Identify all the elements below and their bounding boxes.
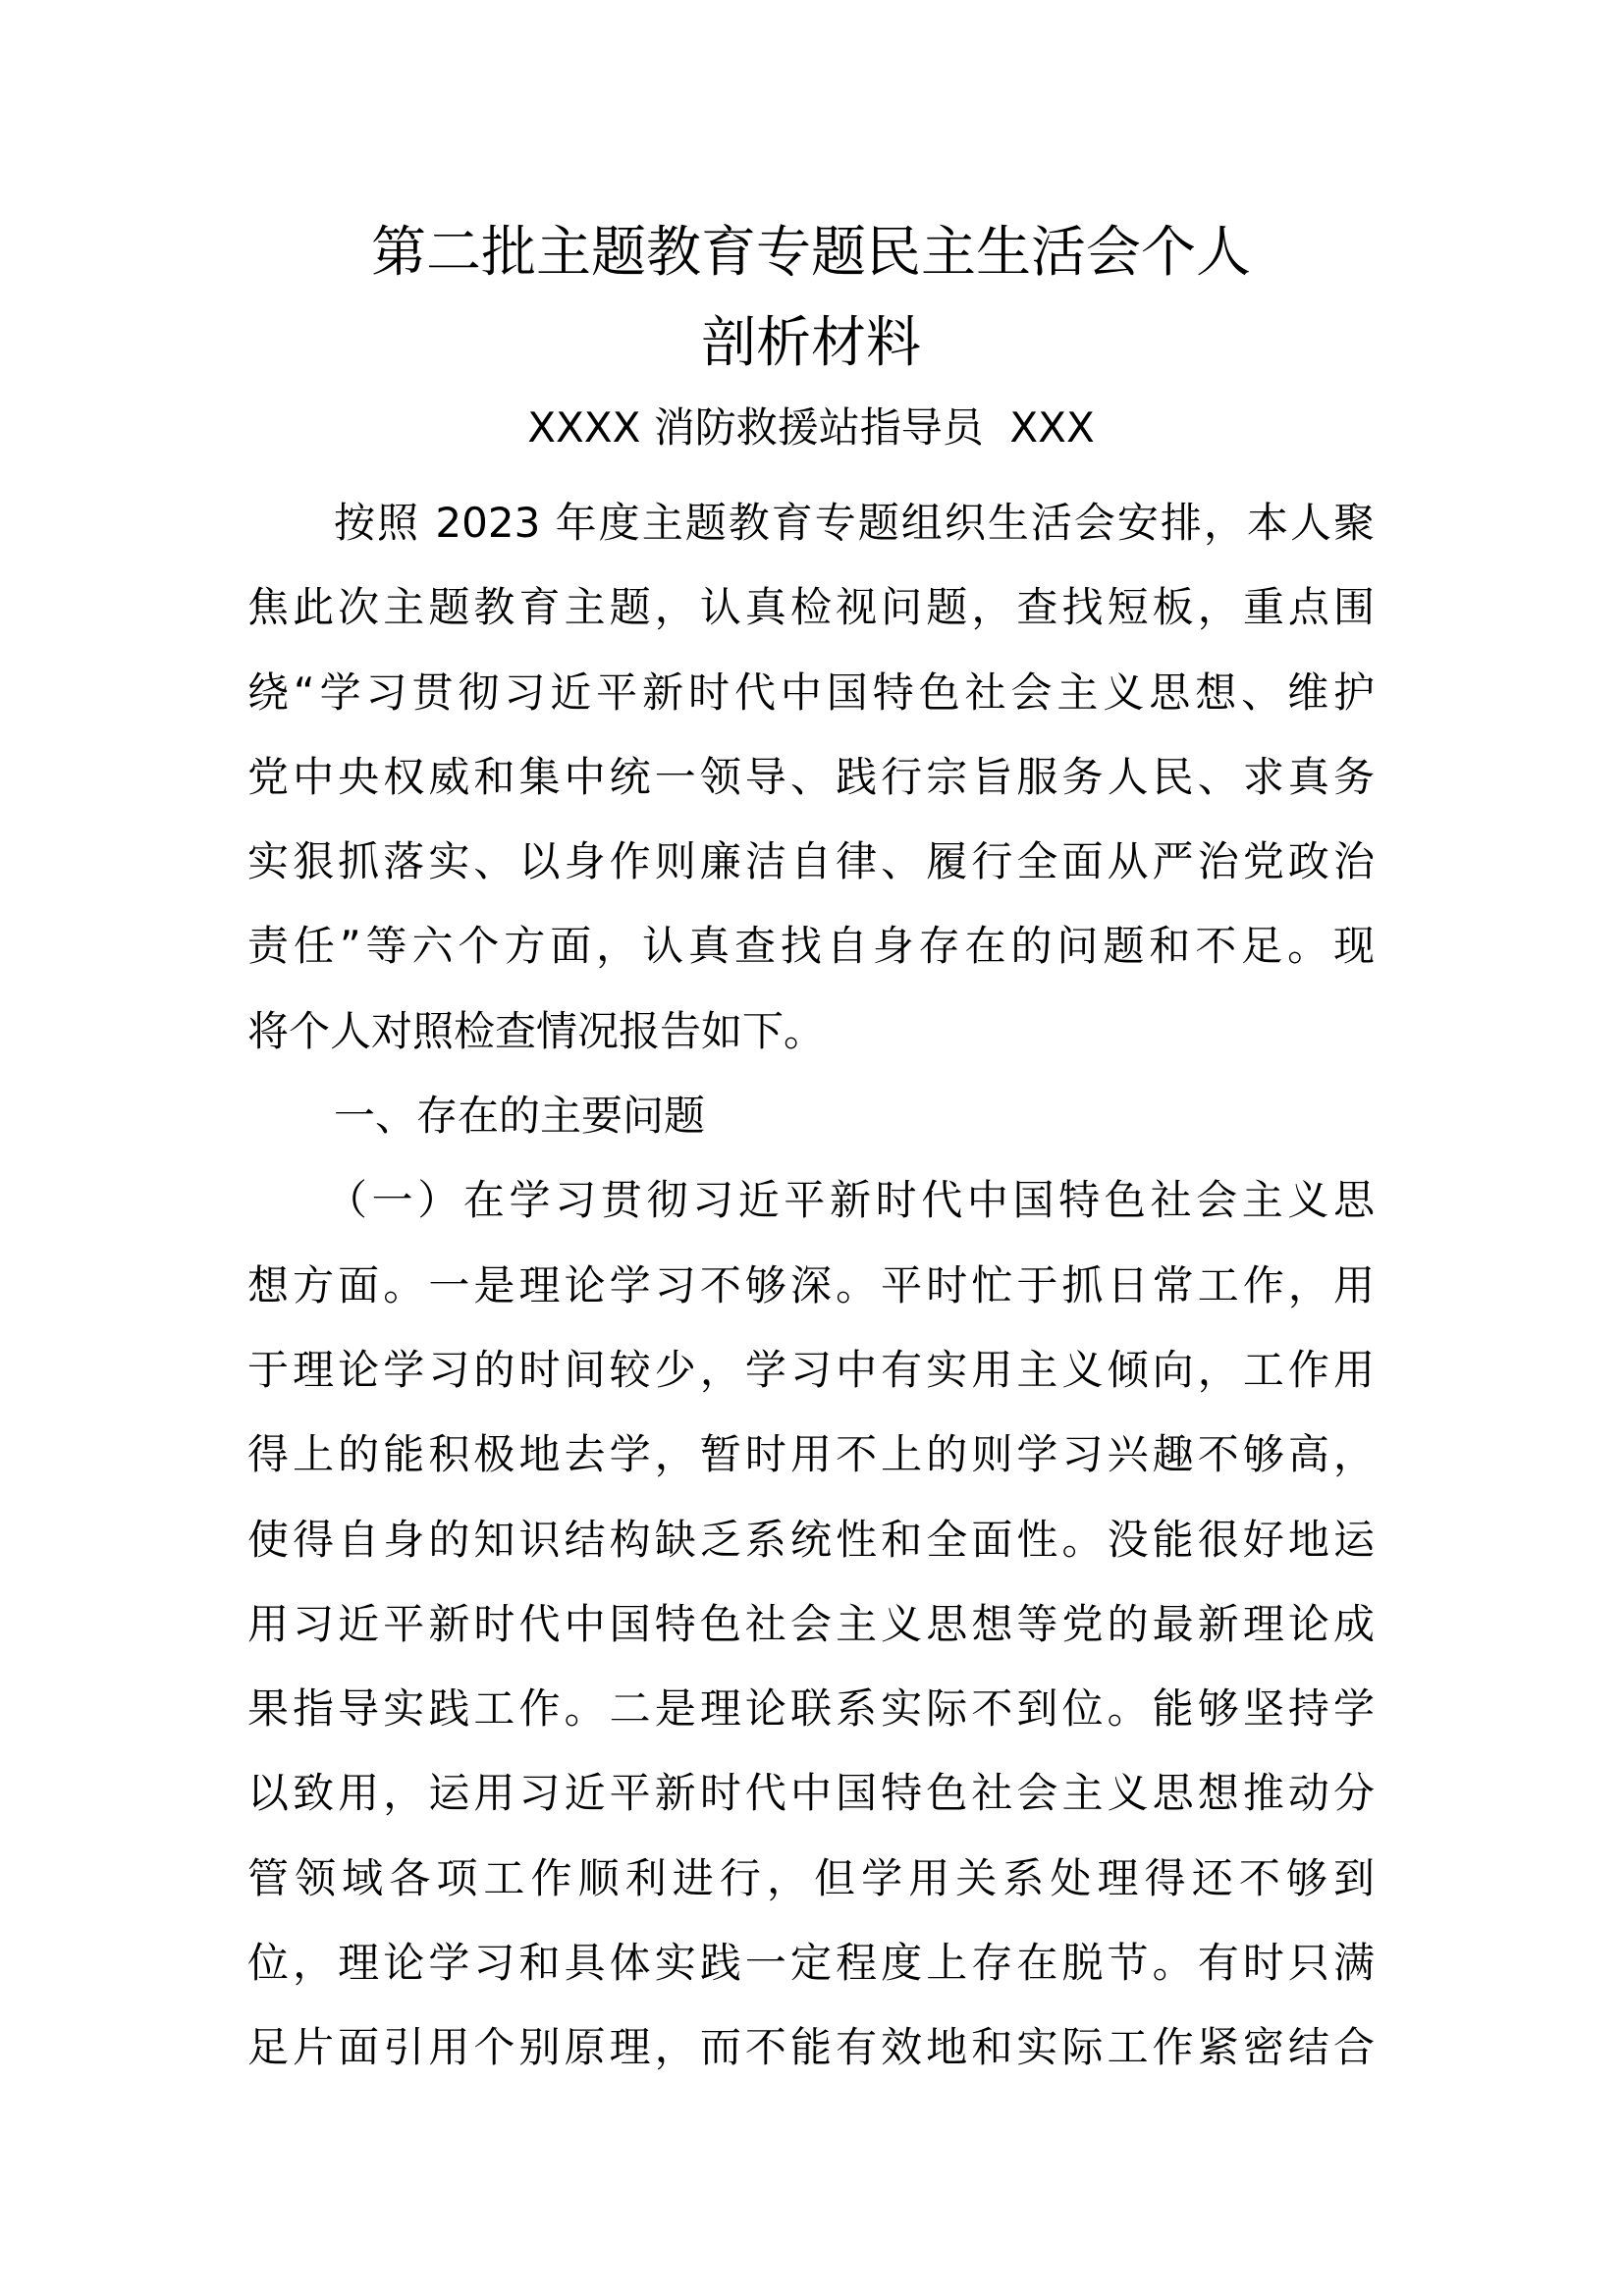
text-line: 实狠抓落实、以身作则廉洁自律、履行全面从严治党政治: [247, 837, 1375, 886]
text-line: 将个人对照检查情况报告如下。: [247, 1006, 826, 1055]
text-line: 按照 2023 年度主题教育专题组织生活会安排，本人聚: [334, 499, 1375, 547]
text-line: 得上的能积极地去学，暂时用不上的则学习兴趣不够高，: [247, 1430, 1375, 1479]
text-line: 于理论学习的时间较少，学习中有实用主义倾向，工作用: [247, 1345, 1375, 1394]
document-title: [247, 208, 1375, 389]
text-line: 管领域各项工作顺利进行，但学用关系处理得还不够到: [247, 1853, 1375, 1902]
intro-paragraph: [247, 481, 1375, 1074]
text-line: 果指导实践工作。二是理论联系实际不到位。能够坚持学: [247, 1684, 1375, 1734]
text-line: 想方面。一是理论学习不够深。平时忙于抓日常工作，用: [247, 1260, 1375, 1309]
text-line: 用习近平新时代中国特色社会主义思想等党的最新理论成: [247, 1599, 1375, 1648]
document-body: [247, 481, 1375, 2091]
text-line: 位，理论学习和具体实践一定程度上存在脱节。有时只满: [247, 1939, 1375, 1988]
text-line: （一）在学习贯彻习近平新时代中国特色社会主义思: [326, 1176, 1375, 1225]
text-line: 责任”等六个方面，认真查找自身存在的问题和不足。现: [247, 922, 1375, 971]
text-line: 焦此次主题教育主题，认真检视问题，查找短板，重点围: [247, 583, 1375, 632]
text-line: 足片面引用个别原理，而不能有效地和实际工作紧密结合: [247, 2023, 1375, 2072]
text-line: 绕“学习贯彻习近平新时代中国特色社会主义思想、维护: [247, 667, 1375, 717]
title-line-2: 剖析材料: [701, 311, 921, 375]
author-subtitle: XXXX 消防救援站指导员 XXX: [527, 403, 1095, 452]
text-line: 党中央权威和集中统一领导、践行宗旨服务人民、求真务: [247, 752, 1375, 801]
text-line: 使得自身的知识结构缺乏系统性和全面性。没能很好地运: [247, 1515, 1375, 1564]
section-heading: 一、存在的主要问题: [334, 1092, 706, 1141]
subsection-paragraph: [247, 1158, 1375, 2090]
text-line: 以致用，运用习近平新时代中国特色社会主义思想推动分: [247, 1769, 1375, 1818]
title-line-1: 第二批主题教育专题民主生活会个人: [371, 221, 1251, 285]
